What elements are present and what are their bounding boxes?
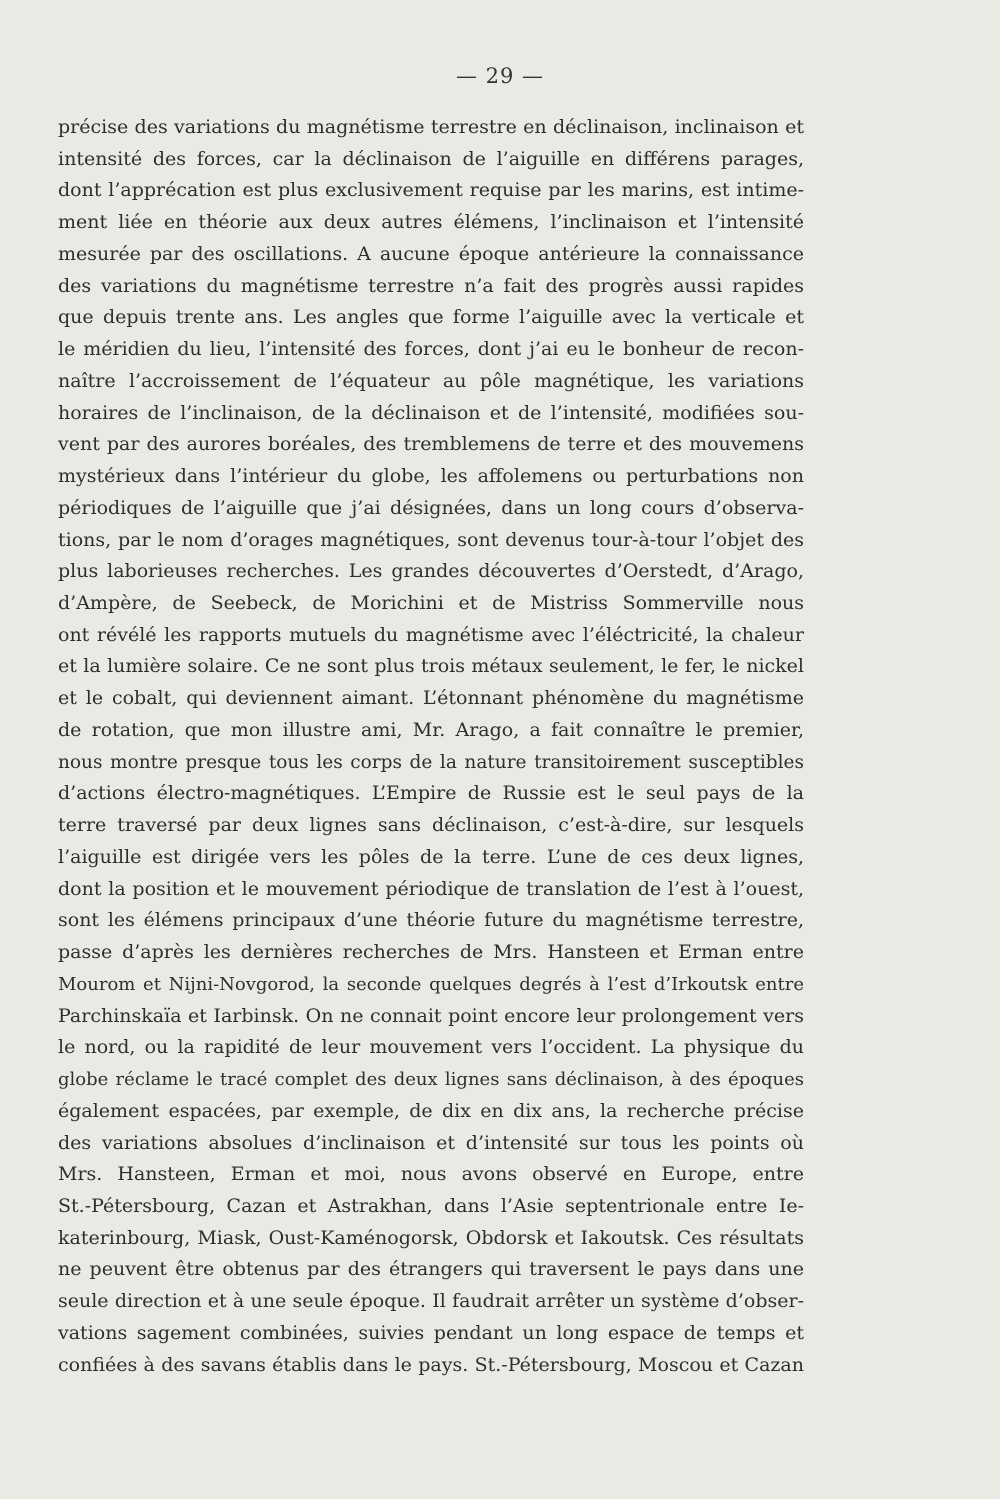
text-line: ne peuvent être obtenus par des étrangers qui traversent le pays dans une bbox=[58, 1258, 804, 1281]
text-line: dont l’apprécation est plus exclusivement requise par les marins, est intime- bbox=[58, 179, 804, 202]
text-line: également espacées, par exemple, de dix en dix ans, la recherche précise bbox=[58, 1099, 804, 1122]
text-line: horaires de l’inclinaison, de la déclinaison et de l’intensité, modifiées sou- bbox=[58, 401, 804, 424]
text-line: périodiques de l’aiguille que j’ai désignées, dans un long cours d’observa- bbox=[58, 496, 804, 519]
text-line: et la lumière solaire. Ce ne sont plus trois métaux seulement, le fer, le nickel bbox=[58, 655, 804, 678]
text-line: d’Ampère, de Seebeck, de Morichini et de Mistriss Sommerville nous bbox=[58, 592, 804, 615]
text-line: Parchinskaïa et Iarbinsk. On ne connait point encore leur prolongement vers bbox=[58, 1004, 804, 1027]
text-line: katerinbourg, Miask, Oust-Kaménogorsk, Obdorsk et Iakoutsk. Ces résultats bbox=[58, 1226, 804, 1249]
page-number: — 29 — bbox=[455, 64, 545, 88]
text-line: et le cobalt, qui deviennent aimant. L’étonnant phénomène du magnétisme bbox=[58, 687, 804, 710]
text-line: naître l’accroissement de l’équateur au pôle magnétique, les variations bbox=[58, 369, 804, 392]
text-line: ment liée en théorie aux deux autres élémens, l’inclinaison et l’intensité bbox=[58, 211, 804, 234]
text-line: des variations absolues d’inclinaison et d’intensité sur tous les points où bbox=[58, 1131, 804, 1154]
text-line: nous montre presque tous les corps de la nature transitoirement susceptibles bbox=[58, 751, 804, 773]
text-line: terre traversé par deux lignes sans déclinaison, c’est-à-dire, sur lesquels bbox=[58, 814, 804, 837]
text-line: mystérieux dans l’intérieur du globe, les affolemens ou perturbations non bbox=[58, 465, 804, 488]
text-line: d’actions électro-magnétiques. L’Empire de Russie est le seul pays de la bbox=[58, 782, 804, 805]
text-line: confiées à des savans établis dans le pays. St.-Pétersbourg, Moscou et Cazan bbox=[58, 1353, 804, 1376]
text-line: vations sagement combinées, suivies pendant un long espace de temps et bbox=[58, 1321, 804, 1344]
text-line: tions, par le nom d’orages magnétiques, sont devenus tour-à-tour l’objet des bbox=[58, 528, 804, 551]
text-line: vent par des aurores boréales, des tremblemens de terre et des mouvemens bbox=[58, 433, 804, 456]
text-line: de rotation, que mon illustre ami, Mr. Arago, a fait connaître le premier, bbox=[58, 718, 804, 741]
text-line: Mrs. Hansteen, Erman et moi, nous avons observé en Europe, entre bbox=[58, 1163, 804, 1186]
text-line: le nord, ou la rapidité de leur mouvement vers l’occident. La physique du bbox=[58, 1036, 804, 1059]
text-line: le méridien du lieu, l’intensité des forces, dont j’ai eu le bonheur de recon- bbox=[58, 338, 804, 361]
text-line: passe d’après les dernières recherches de Mrs. Hansteen et Erman entre bbox=[58, 941, 804, 964]
text-line: sont les élémens principaux d’une théorie future du magnétisme terrestre, bbox=[58, 909, 804, 932]
text-line: mesurée par des oscillations. A aucune époque antérieure la connaissance bbox=[58, 242, 804, 265]
text-line: précise des variations du magnétisme terrestre en déclinaison, inclinaison et bbox=[58, 116, 804, 138]
text-line: intensité des forces, car la déclinaison de l’aiguille en différens parages, bbox=[58, 147, 804, 170]
text-line: des variations du magnétisme terrestre n’a fait des progrès aussi rapides bbox=[58, 274, 804, 297]
body-text bbox=[58, 112, 804, 1381]
text-line: dont la position et le mouvement périodique de translation de l’est à l’ouest, bbox=[58, 877, 804, 900]
text-line: St.-Pétersbourg, Cazan et Astrakhan, dans l’Asie septentrionale entre Ie- bbox=[58, 1194, 804, 1217]
text-line: ont révélé les rapports mutuels du magnétisme avec l’éléctricité, la chaleur bbox=[58, 623, 804, 646]
text-line: Mourom et Nijni-Novgorod, la seconde quelques degrés à l’est d’Irkoutsk entre bbox=[58, 973, 804, 995]
text-line: que depuis trente ans. Les angles que forme l’aiguille avec la verticale et bbox=[58, 306, 804, 329]
text-line: globe réclame le tracé complet des deux lignes sans déclinaison, à des époques bbox=[58, 1069, 804, 1091]
text-line: seule direction et à une seule époque. Il faudrait arrêter un système d’obser- bbox=[58, 1290, 804, 1313]
text-line: l’aiguille est dirigée vers les pôles de la terre. L’une de ces deux lignes, bbox=[58, 845, 804, 868]
text-line: plus laborieuses recherches. Les grandes découvertes d’Oerstedt, d’Arago, bbox=[58, 560, 804, 583]
